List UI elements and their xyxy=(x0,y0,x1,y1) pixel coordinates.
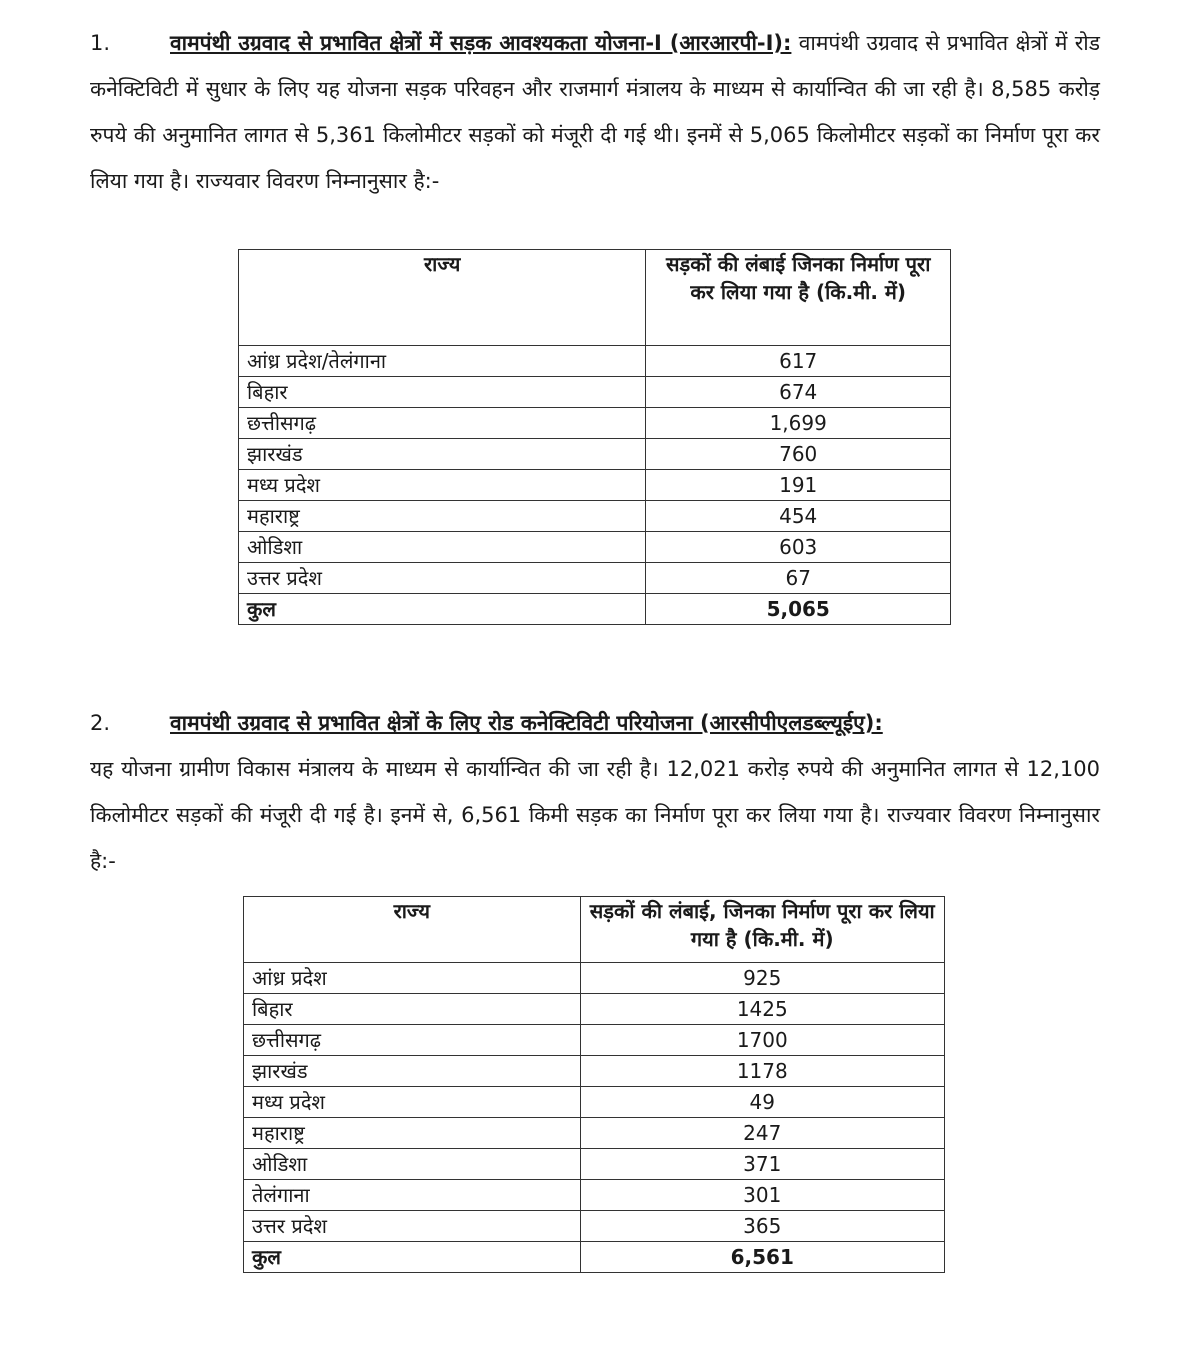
state-cell: उत्तर प्रदेश xyxy=(239,563,646,594)
km-cell: 1178 xyxy=(580,1056,944,1087)
km-cell: 454 xyxy=(646,501,951,532)
km-cell: 49 xyxy=(580,1087,944,1118)
table-row xyxy=(244,1149,945,1180)
km-cell: 67 xyxy=(646,563,951,594)
km-cell: 1,699 xyxy=(646,408,951,439)
table-header-row xyxy=(244,897,945,963)
table-row xyxy=(239,408,951,439)
column-header-state: राज्य xyxy=(244,897,581,963)
state-cell: झारखंड xyxy=(244,1056,581,1087)
state-cell: आंध्र प्रदेश xyxy=(244,963,581,994)
km-cell: 247 xyxy=(580,1118,944,1149)
km-cell: 760 xyxy=(646,439,951,470)
km-cell: 1425 xyxy=(580,994,944,1025)
table-row xyxy=(239,470,951,501)
total-label: कुल xyxy=(239,594,646,625)
state-cell: ओडिशा xyxy=(239,532,646,563)
table-total-row xyxy=(244,1242,945,1273)
table-row xyxy=(244,994,945,1025)
column-header-length: सड़कों की लंबाई जिनका निर्माण पूरा कर लिया गया है (कि.मी. में) xyxy=(646,250,951,346)
table-row xyxy=(239,563,951,594)
table-row xyxy=(244,1087,945,1118)
km-cell: 301 xyxy=(580,1180,944,1211)
table-header-row xyxy=(239,250,951,346)
km-cell: 603 xyxy=(646,532,951,563)
km-cell: 925 xyxy=(580,963,944,994)
total-km: 5,065 xyxy=(646,594,951,625)
table-row xyxy=(244,1056,945,1087)
state-cell: तेलंगाना xyxy=(244,1180,581,1211)
total-label: कुल xyxy=(244,1242,581,1273)
state-cell: महाराष्ट्र xyxy=(239,501,646,532)
km-cell: 371 xyxy=(580,1149,944,1180)
km-cell: 1700 xyxy=(580,1025,944,1056)
table-row xyxy=(239,377,951,408)
state-cell: आंध्र प्रदेश/तेलंगाना xyxy=(239,346,646,377)
state-cell: बिहार xyxy=(239,377,646,408)
km-cell: 674 xyxy=(646,377,951,408)
section-2-body: यह योजना ग्रामीण विकास मंत्रालय के माध्यम से कार्यान्वित की जा रही है। 12,021 करोड़ रुपये की अनुमानित लागत से 12,100 किलोमीटर सड़कों की मंजूरी दी गई है। इनमें से, 6,561 किमी सड़क का निर्माण पूरा कर लिया गया है। राज्यवार विवरण निम्नानुसार है:- xyxy=(90,757,1100,873)
table-total-row xyxy=(239,594,951,625)
table-row xyxy=(244,1118,945,1149)
km-cell: 617 xyxy=(646,346,951,377)
section-1-number: 1. xyxy=(90,31,111,55)
table-row xyxy=(239,439,951,470)
km-cell: 365 xyxy=(580,1211,944,1242)
state-cell: मध्य प्रदेश xyxy=(239,470,646,501)
state-cell: झारखंड xyxy=(239,439,646,470)
km-cell: 191 xyxy=(646,470,951,501)
section-2-paragraph xyxy=(90,700,1100,884)
total-km: 6,561 xyxy=(580,1242,944,1273)
table-row xyxy=(239,346,951,377)
table-row xyxy=(244,963,945,994)
state-cell: उत्तर प्रदेश xyxy=(244,1211,581,1242)
table-rcplwea xyxy=(243,896,945,1273)
state-cell: बिहार xyxy=(244,994,581,1025)
table-row xyxy=(244,1211,945,1242)
section-2-heading: वामपंथी उग्रवाद से प्रभावित क्षेत्रों के लिए रोड कनेक्टिविटी परियोजना (आरसीपीएलडब्ल्यूईए): xyxy=(170,711,883,735)
table-rrp1 xyxy=(238,249,951,625)
section-1-paragraph xyxy=(90,20,1100,204)
table-row xyxy=(239,501,951,532)
table-row xyxy=(244,1180,945,1211)
section-1-body: वामपंथी उग्रवाद से प्रभावित क्षेत्रों में रोड कनेक्टिविटी में सुधार के लिए यह योजना सड़क परिवहन और राजमार्ग मंत्रालय के माध्यम से कार्यान्वित की जा रही है। 8,585 करोड़ रुपये की अनुमानित लागत से 5,361 किलोमीटर सड़कों को मंजूरी दी गई थी। इनमें से 5,065 किलोमीटर सड़कों का निर्माण पूरा कर लिया गया है। राज्यवार विवरण निम्नानुसार है:- xyxy=(90,31,1100,193)
section-1-heading: वामपंथी उग्रवाद से प्रभावित क्षेत्रों में सड़क आवश्यकता योजना-I (आरआरपी-I): xyxy=(170,31,792,55)
column-header-state: राज्य xyxy=(239,250,646,346)
table-row xyxy=(239,532,951,563)
table-row xyxy=(244,1025,945,1056)
section-2-number: 2. xyxy=(90,711,111,735)
state-cell: छत्तीसगढ़ xyxy=(239,408,646,439)
state-cell: महाराष्ट्र xyxy=(244,1118,581,1149)
column-header-length: सड़कों की लंबाई, जिनका निर्माण पूरा कर लिया गया है (कि.मी. में) xyxy=(580,897,944,963)
state-cell: छत्तीसगढ़ xyxy=(244,1025,581,1056)
state-cell: मध्य प्रदेश xyxy=(244,1087,581,1118)
state-cell: ओडिशा xyxy=(244,1149,581,1180)
